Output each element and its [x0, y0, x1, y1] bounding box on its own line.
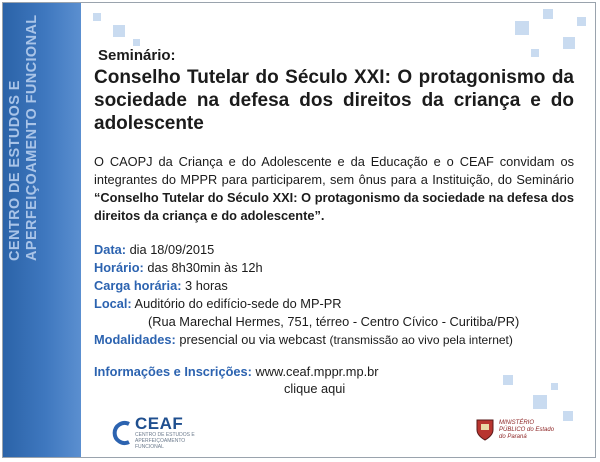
- time-value: das 8h30min às 12h: [147, 260, 263, 275]
- seminar-kicker: Seminário:: [98, 47, 176, 64]
- intro-seminar-title: “Conselho Tutelar do Século XXI: O protagonismo da sociedade na defesa dos direitos da criança e do adolescente”.: [94, 190, 574, 223]
- modes-row: [94, 331, 574, 349]
- date-row: [94, 241, 574, 259]
- decor-square: [93, 13, 101, 21]
- ceaf-logo-tagline: CENTRO DE ESTUDOS E APERFEIÇOAMENTO FUNCIONAL: [135, 432, 195, 450]
- intro-text: O CAOPJ da Criança e do Adolescente e da Educação e o CEAF convidam os integrantes do MPPR para participarem, sem ônus para a Instituição, do Seminário: [94, 154, 574, 187]
- hours-row: [94, 277, 574, 295]
- decor-square: [113, 25, 125, 37]
- date-label: Data:: [94, 242, 126, 257]
- ceaf-logo-text: [135, 415, 215, 450]
- ceaf-mark-icon: [111, 420, 133, 446]
- address-row: [94, 313, 574, 331]
- side-band-label: [7, 14, 41, 261]
- decor-square: [563, 411, 573, 421]
- date-value: dia 18/09/2015: [129, 242, 215, 257]
- place-value: Auditório do edifício-sede do MP-PR: [134, 296, 342, 311]
- time-label: Horário:: [94, 260, 144, 275]
- registration-row: [94, 363, 574, 380]
- registration-url[interactable]: www.ceaf.mppr.mp.br: [255, 364, 379, 379]
- modes-label: Modalidades:: [94, 332, 176, 347]
- seminar-card: [2, 2, 596, 458]
- mp-logo: [475, 418, 559, 442]
- side-band-line2: APERFEIÇOAMENTO FUNCIONAL: [24, 14, 40, 261]
- main-content: [94, 47, 574, 397]
- event-details: [94, 241, 574, 349]
- decor-square: [515, 21, 529, 35]
- time-row: [94, 259, 574, 277]
- click-here-link[interactable]: clique aqui: [284, 381, 346, 396]
- modes-note: (transmissão ao vivo pela internet): [329, 333, 513, 347]
- modes-value: presencial ou via webcast: [179, 332, 326, 347]
- decor-square: [533, 395, 547, 409]
- ceaf-logo-name: CEAF: [135, 414, 184, 433]
- side-band: [3, 3, 81, 457]
- address-value: (Rua Marechal Hermes, 751, térreo - Centro Cívico - Curitiba/PR): [148, 314, 520, 329]
- place-row: [94, 295, 574, 313]
- ceaf-logo: [111, 415, 215, 450]
- registration-label: Informações e Inscrições:: [94, 364, 252, 379]
- click-here-row: [94, 380, 574, 397]
- seminar-title: Conselho Tutelar do Século XXI: O protagonismo da sociedade na defesa dos direitos da criança e do adolescente: [94, 67, 574, 134]
- mp-logo-name: MINISTÉRIO PÚBLICO do Estado do Paraná: [499, 419, 555, 440]
- coat-of-arms-icon: [475, 418, 495, 442]
- decor-square: [577, 17, 586, 26]
- intro-paragraph: [94, 153, 574, 225]
- place-label: Local:: [94, 296, 132, 311]
- hours-label: Carga horária:: [94, 278, 182, 293]
- decor-square: [543, 9, 553, 19]
- side-band-line1: CENTRO DE ESTUDOS E: [7, 80, 23, 261]
- hours-value: 3 horas: [185, 278, 228, 293]
- registration-info: [94, 363, 574, 397]
- decor-square: [133, 39, 140, 46]
